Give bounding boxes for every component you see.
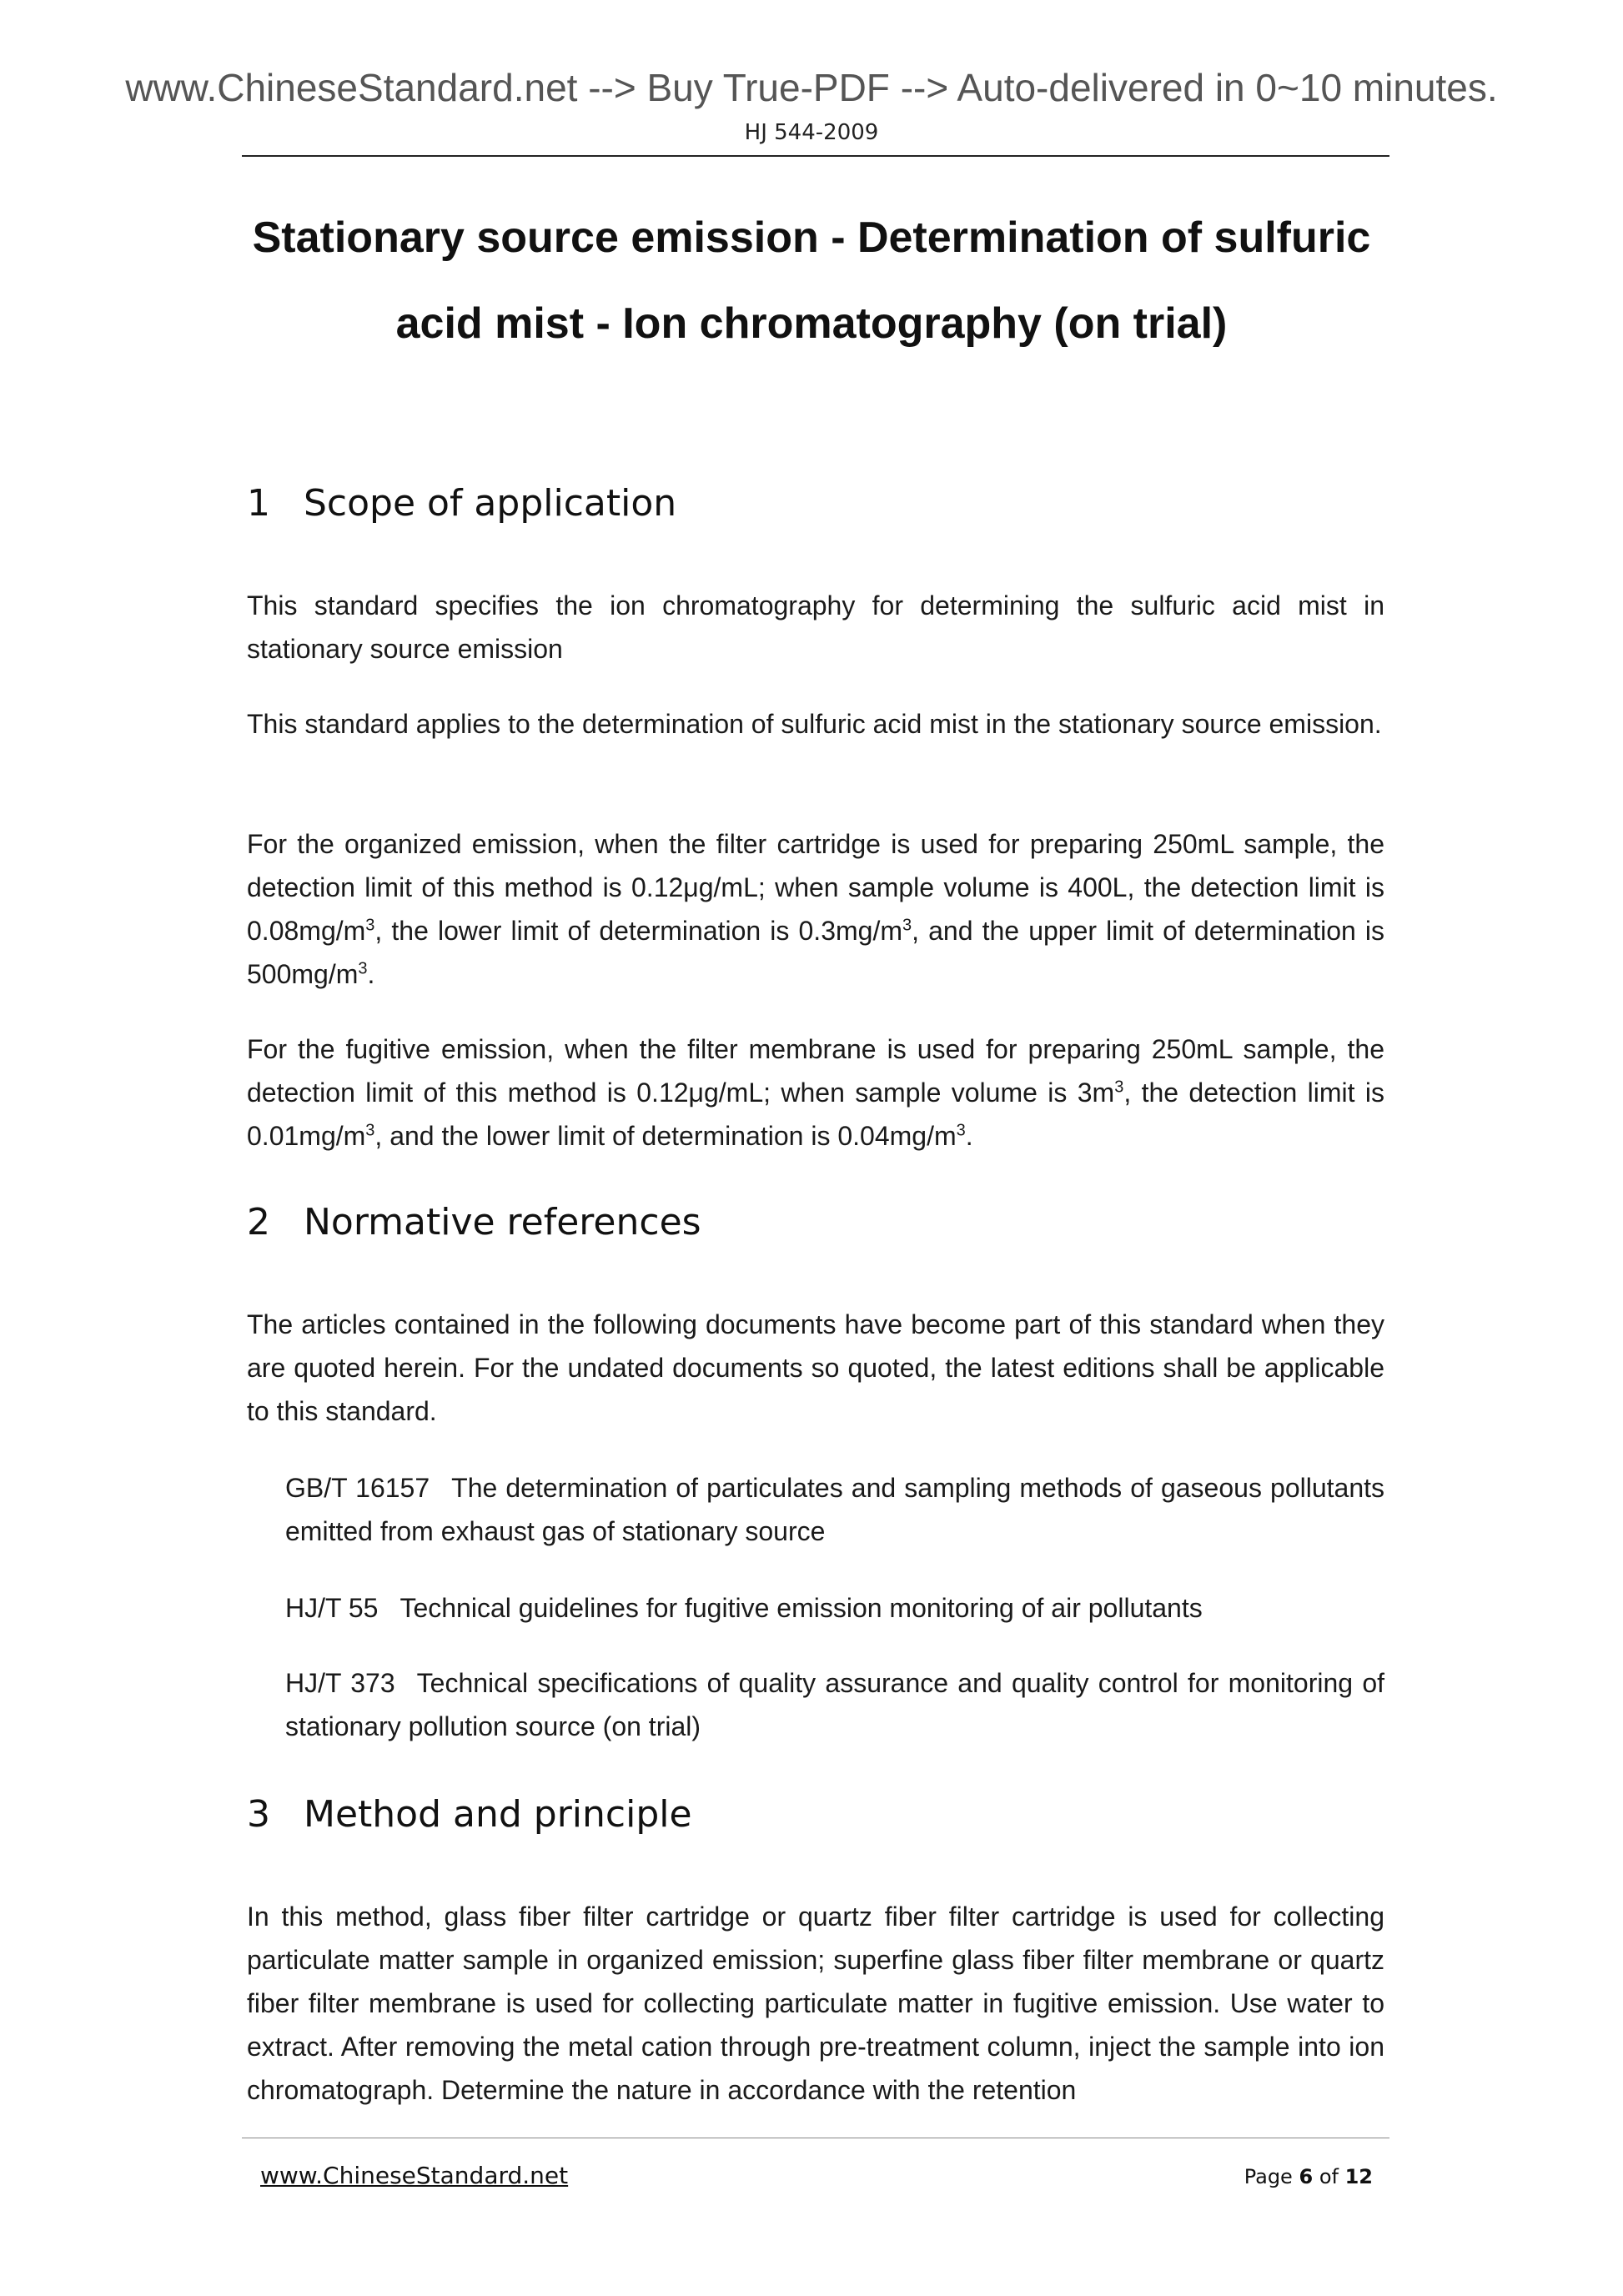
superscript: 3 [365, 916, 375, 935]
text-run: . [965, 1121, 973, 1151]
text-run: , the lower limit of determination is 0.3mg/m [374, 916, 902, 946]
text-run: For the organized emission, when the filter cartridge is used for preparing 250mL sample, the detection limit of this method is 0.12μg/mL; when sample volume is 400L, the detection limit is 0.08mg/m [247, 829, 1384, 946]
page-indicator [1244, 2165, 1373, 2188]
text-run: . [367, 959, 375, 989]
reference-code: HJ/T 55 [285, 1593, 379, 1623]
footer-website-link[interactable]: www.ChineseStandard.net [260, 2162, 569, 2189]
section-3-paragraph-1: In this method, glass fiber filter cartridge or quartz fiber filter cartridge is used for collecting particulate matter sample in organized emission; superfine glass fiber filter membrane or quartz fiber filter membrane is used for collecting particulate matter in fugitive emission. Use water to extract. After removing the metal cation through pre-treatment column, inject the sample into ion chromatograph. Determine the nature in accordance with the retention [247, 1902, 1384, 2105]
section-number: 1 [247, 482, 270, 525]
section-title: Scope of application [304, 482, 677, 525]
section-2-heading [247, 1201, 701, 1243]
text-run: For the fugitive emission, when the filter membrane is used for preparing 250mL sample, the detection limit of this method is 0.12μg/mL; when sample volume is 3m [247, 1034, 1384, 1108]
section-1-paragraph-3 [247, 822, 1384, 996]
reference-text: Technical guidelines for fugitive emission monitoring of air pollutants [399, 1593, 1203, 1623]
reference-item [285, 1661, 1384, 1748]
standard-code: HJ 544-2009 [744, 120, 879, 145]
section-title: Normative references [304, 1201, 701, 1243]
section-1-paragraph-4 [247, 1027, 1384, 1158]
reference-item [285, 1466, 1384, 1553]
reference-text: The determination of particulates and sampling methods of gaseous pollutants emitted from exhaust gas of stationary source [285, 1473, 1385, 1546]
section-3-heading [247, 1793, 692, 1836]
text-run: , and the lower limit of determination is 0.04mg/m [374, 1121, 957, 1151]
text-run: , the detection limit is 0.01mg/m [247, 1078, 1385, 1151]
document-title-line-1: Stationary source emission - Determination of sulfuric [252, 214, 1371, 262]
section-1-paragraph-1: This standard specifies the ion chromatography for determining the sulfuric acid mist in stationary source emission [247, 590, 1384, 664]
current-page-number: 6 [1299, 2165, 1314, 2188]
document-title-line-2: acid mist - Ion chromatography (on trial) [395, 299, 1228, 348]
header-banner: www.ChineseStandard.net --> Buy True-PDF --> Auto-delivered in 0~10 minutes. [125, 66, 1498, 109]
page-label: Page [1244, 2165, 1293, 2188]
total-pages-number: 12 [1344, 2165, 1373, 2188]
section-number: 3 [247, 1793, 270, 1836]
superscript: 3 [358, 959, 368, 978]
superscript: 3 [956, 1121, 966, 1140]
text-run: , and the upper limit of determination is 500mg/m [247, 916, 1385, 989]
section-1-paragraph-2: This standard applies to the determination of sulfuric acid mist in the stationary source emission. [247, 709, 1382, 739]
superscript: 3 [1114, 1078, 1124, 1097]
page-of-label: of [1319, 2165, 1339, 2188]
section-number: 2 [247, 1201, 270, 1243]
section-1-heading [247, 482, 676, 525]
section-2-paragraph-1: The articles contained in the following documents have become part of this standard when they are quoted herein. For the undated documents so quoted, the latest editions shall be applicable to this standard. [247, 1309, 1384, 1426]
reference-item [285, 1586, 1384, 1630]
section-title: Method and principle [304, 1793, 692, 1836]
header-rule [242, 155, 1389, 157]
reference-code: GB/T 16157 [285, 1473, 430, 1503]
reference-text: Technical specifications of quality assurance and quality control for monitoring of stationary pollution source (on trial) [285, 1668, 1385, 1741]
superscript: 3 [902, 916, 912, 935]
reference-code: HJ/T 373 [285, 1668, 395, 1698]
superscript: 3 [365, 1121, 375, 1140]
